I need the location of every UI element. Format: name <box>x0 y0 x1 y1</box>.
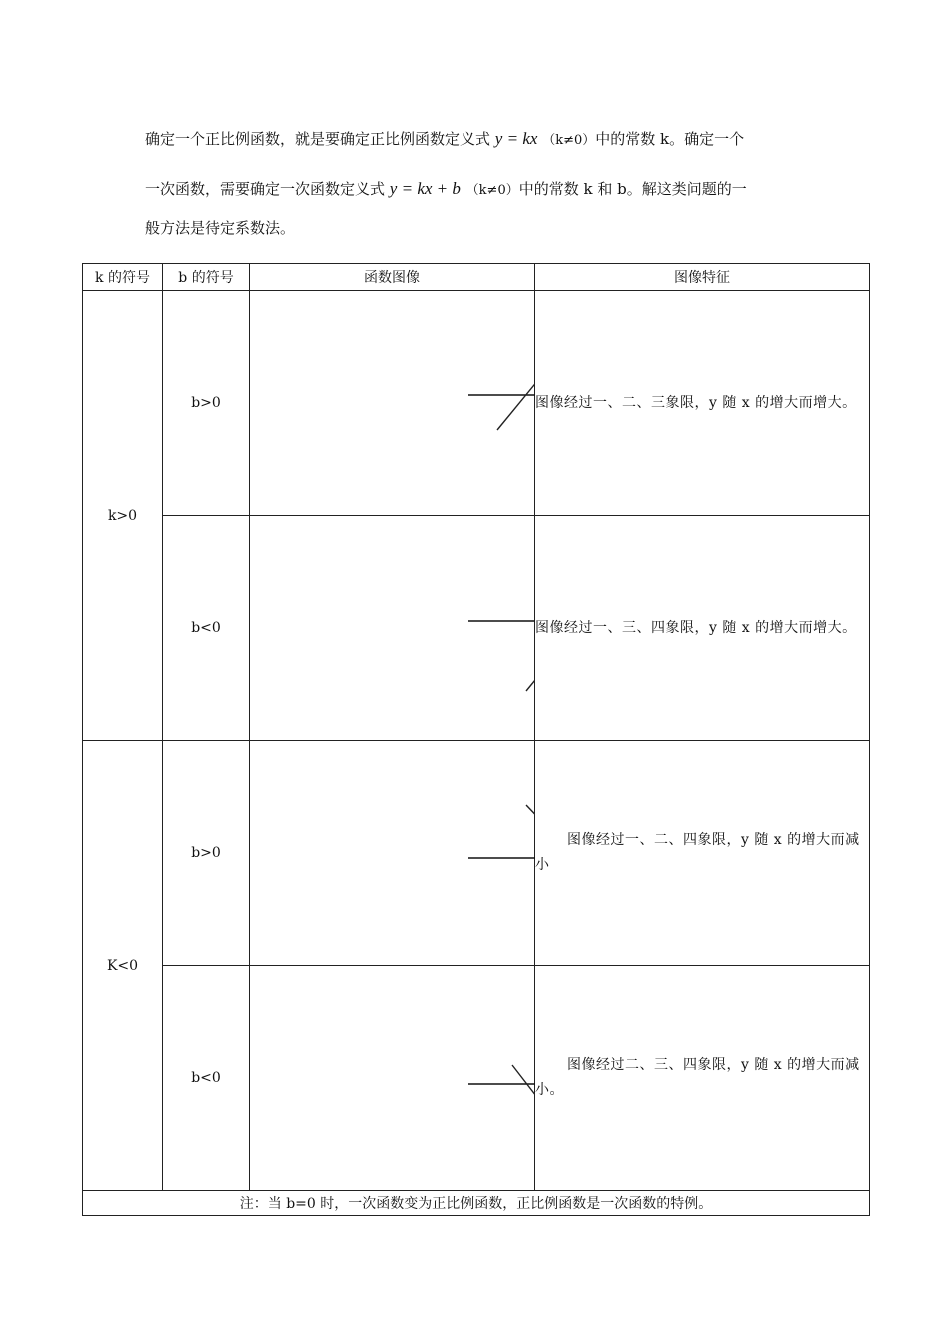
b-sign-cell: b>0 <box>163 741 250 966</box>
graph-cell <box>250 966 535 1191</box>
b-sign-cell: b<0 <box>163 516 250 741</box>
table-row <box>83 741 870 966</box>
graph-cell <box>250 741 535 966</box>
intro-text: 般方法是待定系数法。 <box>145 219 296 237</box>
intro-line-1 <box>145 129 825 151</box>
intro-line-3 <box>145 218 825 238</box>
intro-text: 中的常数 k 和 b。解这类问题的一 <box>518 180 747 198</box>
feature-cell: 图像经过一、三、四象限，y 随 x 的增大而增大。 <box>535 516 870 741</box>
header-k-sign: k 的符号 <box>83 264 163 291</box>
k-group-positive: k>0 <box>83 291 163 741</box>
formula-linear: y = kx + b <box>389 179 461 198</box>
header-b-sign: b 的符号 <box>163 264 250 291</box>
table-header-row <box>83 264 870 291</box>
function-line <box>512 1065 535 1158</box>
b-sign-cell: b<0 <box>163 966 250 1191</box>
table-row <box>83 291 870 516</box>
graph-cell <box>250 291 535 516</box>
table-row <box>83 516 870 741</box>
function-line <box>497 324 535 430</box>
line-graph-k-pos-b-neg <box>250 516 535 740</box>
k-group-negative: K<0 <box>83 741 163 1191</box>
table-row <box>83 966 870 1191</box>
table-note-row <box>83 1191 870 1216</box>
intro-line-2 <box>145 179 825 201</box>
intro-text: 中的常数 k。确定一个 <box>595 130 745 148</box>
b-sign-cell: b>0 <box>163 291 250 516</box>
feature-cell: 图像经过二、三、四象限，y 随 x 的增大而减小。 <box>535 966 870 1191</box>
line-graph-k-neg-b-pos <box>250 741 535 965</box>
intro-text: 一次函数，需要确定一次函数定义式 <box>145 180 386 198</box>
graph-cell <box>250 516 535 741</box>
line-graph-k-neg-b-neg <box>250 966 535 1190</box>
feature-cell: 图像经过一、二、四象限，y 随 x 的增大而减小 <box>535 741 870 966</box>
formula-condition: （k≠0） <box>542 133 596 148</box>
formula-condition: （k≠0） <box>465 183 519 198</box>
feature-cell: 图像经过一、二、三象限，y 随 x 的增大而增大。 <box>535 291 870 516</box>
line-graph-k-pos-b-pos <box>250 291 535 515</box>
intro-text: 确定一个正比例函数，就是要确定正比例函数定义式 <box>145 130 491 148</box>
formula-proportional: y = kx <box>494 129 538 148</box>
linear-function-table <box>82 263 870 1216</box>
header-graph: 函数图像 <box>250 264 535 291</box>
table-note: 注：当 b=0 时，一次函数变为正比例函数，正比例函数是一次函数的特例。 <box>83 1191 870 1216</box>
function-line <box>526 586 535 691</box>
header-feature: 图像特征 <box>535 264 870 291</box>
